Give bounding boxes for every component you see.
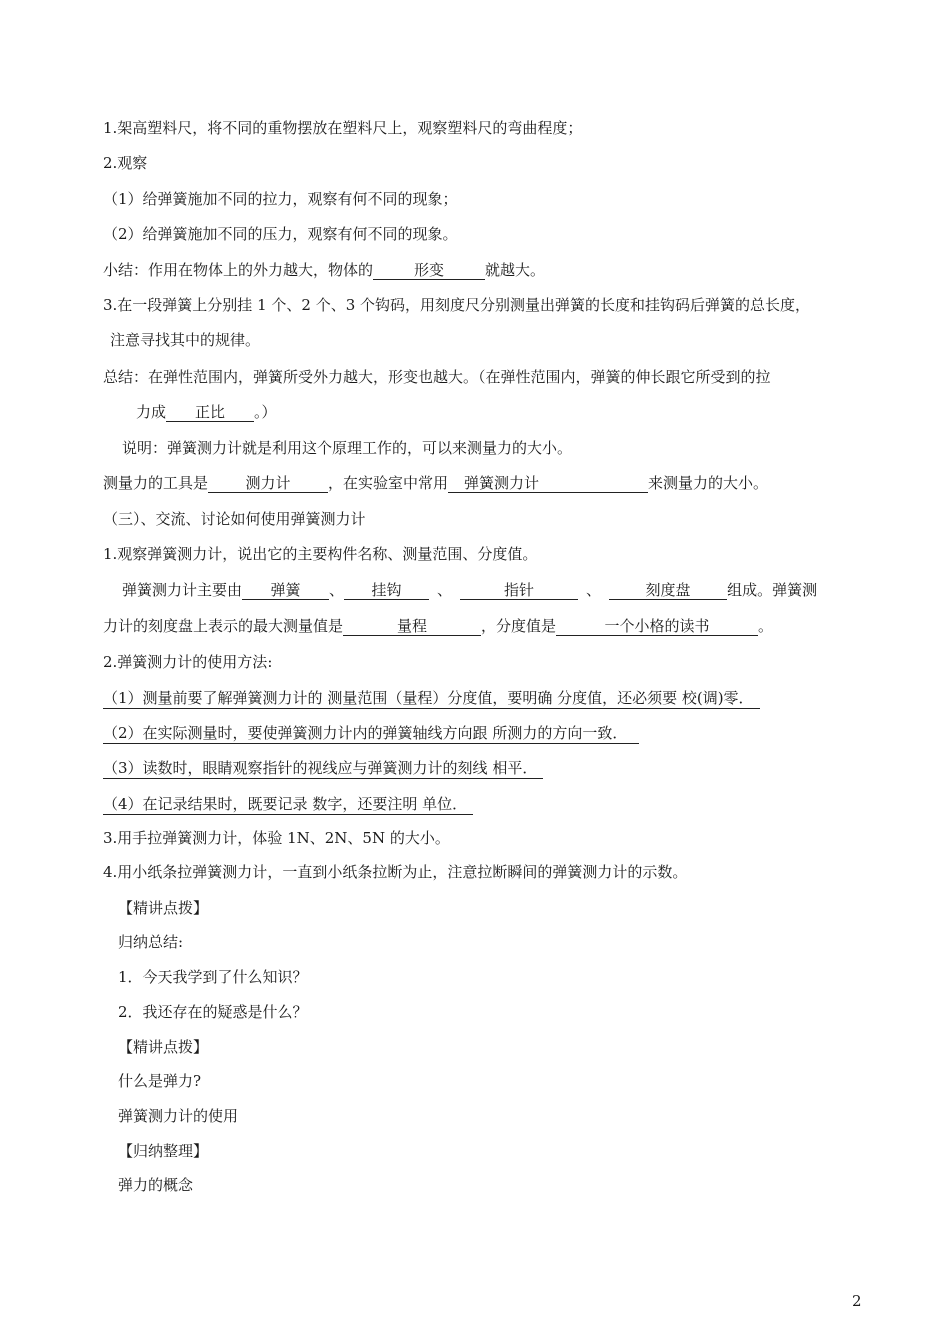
answer-blank-range: 量程 bbox=[343, 617, 481, 636]
usage-step-4: （4）在记录结果时，既要记录 数字，还要注明 单位． bbox=[103, 794, 473, 815]
components-line: 弹簧测力计主要由 弹簧 、 挂钩 、 指针 、 刻度盘 组成。弹簧测 bbox=[122, 581, 818, 599]
range-line: 力计的刻度盘上表示的最大测量值是 量程 ，分度值是 一个小格的读书 。 bbox=[103, 617, 774, 635]
section-3-heading: （三）、交流、讨论如何使用弹簧测力计 bbox=[103, 510, 366, 528]
explanation-line: 说明：弹簧测力计就是利用这个原理工作的，可以来测量力的大小。 bbox=[122, 439, 573, 457]
section-label-organize: 【归纳整理】 bbox=[118, 1142, 209, 1160]
summary-line: 小结：作用在物体上的外力越大，物体的 形变 就越大。 bbox=[103, 261, 546, 279]
answer-blank-proportional: 正比 bbox=[166, 403, 254, 422]
answer-blank-dynamometer: 测力计 bbox=[208, 474, 328, 493]
answer-blank-division: 一个小格的读书 bbox=[556, 617, 758, 636]
item-2-1-text: （1）给弹簧施加不同的拉力，观察有何不同的现象； bbox=[103, 190, 458, 208]
question-2: 2．我还存在的疑惑是什么？ bbox=[118, 1003, 308, 1021]
answer-blank-hook: 挂钩 bbox=[344, 581, 429, 600]
answer-blank-scale: 刻度盘 bbox=[609, 581, 727, 600]
usage-step-3: （3）读数时，眼睛观察指针的视线应与弹簧测力计的刻线 相平． bbox=[103, 758, 543, 779]
item-2-2-text: （2）给弹簧施加不同的压力，观察有何不同的现象。 bbox=[103, 225, 458, 243]
item-1-text: 1.架高塑料尺，将不同的重物摆放在塑料尺上，观察塑料尺的弯曲程度； bbox=[103, 119, 583, 137]
answer-blank-pointer: 指针 bbox=[460, 581, 578, 600]
topic-elastic-force: 什么是弹力? bbox=[118, 1072, 202, 1090]
answer-blank-spring: 弹簧 bbox=[242, 581, 329, 600]
item-3-continuation: 注意寻找其中的规律。 bbox=[110, 331, 261, 349]
summary-heading: 归纳总结: bbox=[118, 933, 184, 951]
measuring-tool-line: 测量力的工具是 测力计 ，在实验室中常用 弹簧测力计 来测量力的大小。 bbox=[103, 474, 769, 492]
item-3-text: 3.在一段弹簧上分别挂 1 个、2 个、3 个钩码，用刻度尺分别测量出弹簧的长度和挂钩码后弹簧的总长度， bbox=[103, 296, 811, 314]
conclusion-continuation: 力成 正比 。） bbox=[136, 403, 277, 421]
section-label-key-points-2: 【精讲点拨】 bbox=[118, 1038, 209, 1056]
answer-blank-deformation: 形变 bbox=[373, 261, 485, 280]
answer-blank-spring-dynamometer: 弹簧测力计 bbox=[448, 474, 648, 493]
usage-heading: 2.弹簧测力计的使用方法: bbox=[103, 653, 273, 671]
usage-step-1: （1）测量前要了解弹簧测力计的 测量范围（量程）分度值，要明确 分度值，还必须要 校(调)零． bbox=[103, 688, 760, 709]
usage-step-2: （2）在实际测量时，要使弹簧测力计内的弹簧轴线方向跟 所测力的方向一致． bbox=[103, 723, 639, 744]
topic-elastic-concept: 弹力的概念 bbox=[118, 1176, 194, 1194]
page-number: 2 bbox=[852, 1292, 862, 1310]
item-2-heading: 2.观察 bbox=[103, 154, 148, 172]
observe-item-1: 1.观察弹簧测力计，说出它的主要构件名称、测量范围、分度值。 bbox=[103, 545, 538, 563]
observe-item-4: 4.用小纸条拉弹簧测力计，一直到小纸条拉断为止，注意拉断瞬间的弹簧测力计的示数。 bbox=[103, 863, 688, 881]
observe-item-3: 3.用手拉弹簧测力计，体验 1N、2N、5N 的大小。 bbox=[103, 829, 450, 847]
topic-dynamometer-usage: 弹簧测力计的使用 bbox=[118, 1107, 239, 1125]
question-1: 1．今天我学到了什么知识？ bbox=[118, 968, 308, 986]
conclusion-line: 总结：在弹性范围内，弹簧所受外力越大，形变也越大。（在弹性范围内，弹簧的伸长跟它所受到的拉 bbox=[103, 368, 771, 386]
section-label-key-points: 【精讲点拨】 bbox=[118, 899, 209, 917]
